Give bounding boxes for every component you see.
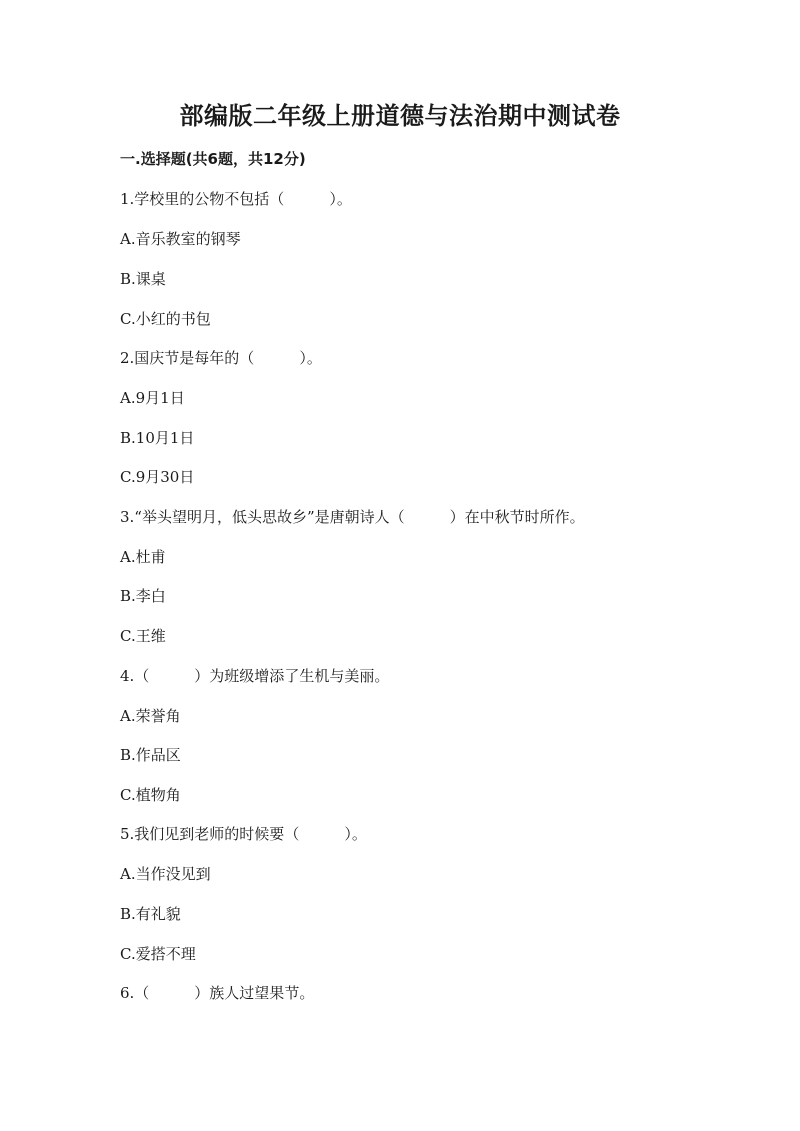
question-1-option-c: C.小红的书包 bbox=[120, 310, 211, 328]
question-2-option-c: C.9月30日 bbox=[120, 468, 195, 486]
question-4-option-c: C.植物角 bbox=[120, 786, 181, 804]
question-1-option-a: A.音乐教室的钢琴 bbox=[120, 230, 241, 248]
question-3-option-c: C.王维 bbox=[120, 627, 166, 645]
question-4-option-a: A.荣誉角 bbox=[120, 707, 181, 725]
question-2-option-b: B.10月1日 bbox=[120, 429, 195, 447]
question-5-option-c: C.爱搭不理 bbox=[120, 945, 196, 963]
question-1-option-b: B.课桌 bbox=[120, 270, 166, 288]
question-5-stem: 5.我们见到老师的时候要（ ）。 bbox=[120, 825, 367, 843]
question-4-option-b: B.作品区 bbox=[120, 746, 181, 764]
question-4-stem: 4.（ ）为班级增添了生机与美丽。 bbox=[120, 667, 390, 685]
section-heading: 一.选择题(共6题，共12分) bbox=[120, 150, 306, 168]
question-3-option-a: A.杜甫 bbox=[120, 548, 166, 566]
question-2-option-a: A.9月1日 bbox=[120, 389, 185, 407]
question-3-stem: 3.“举头望明月，低头思故乡”是唐朝诗人（ ）在中秋节时所作。 bbox=[120, 508, 585, 526]
question-6-stem: 6.（ ）族人过望果节。 bbox=[120, 984, 315, 1002]
question-5-option-a: A.当作没见到 bbox=[120, 865, 211, 883]
question-3-option-b: B.李白 bbox=[120, 587, 166, 605]
question-5-option-b: B.有礼貌 bbox=[120, 905, 181, 923]
question-2-stem: 2.国庆节是每年的（ ）。 bbox=[120, 349, 322, 367]
page-title: 部编版二年级上册道德与法治期中测试卷 bbox=[179, 102, 621, 130]
question-1-stem: 1.学校里的公物不包括（ ）。 bbox=[120, 190, 352, 208]
